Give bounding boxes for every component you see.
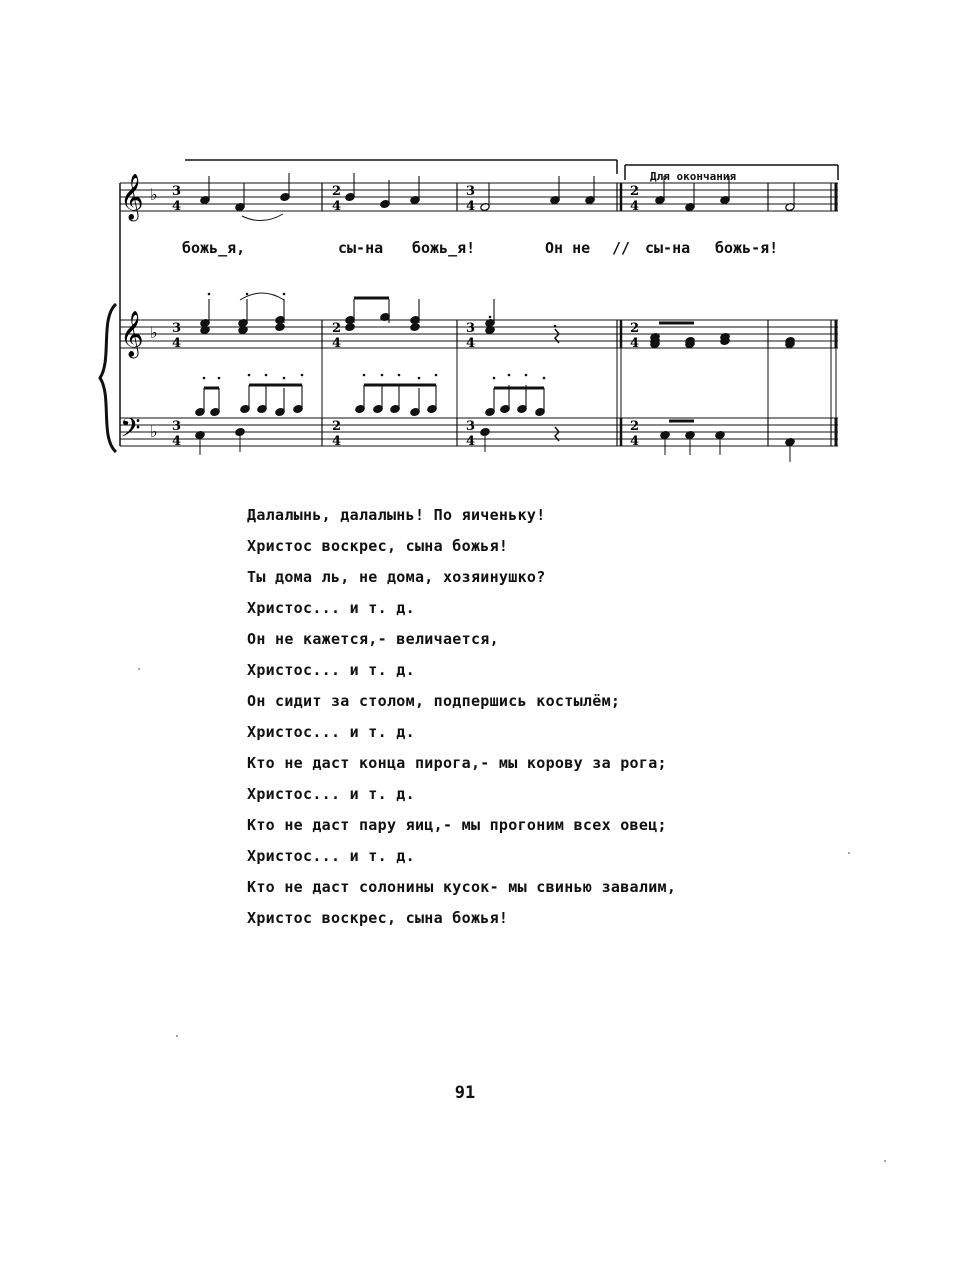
time-signature-bottom: 4 (172, 434, 182, 449)
lyric-syllable: сы-на (645, 239, 691, 257)
ending-bracket (185, 160, 838, 180)
time-signature-bottom: 4 (332, 336, 342, 351)
time-signature-bottom: 4 (630, 336, 640, 351)
time-signature-top: 2 (630, 419, 640, 434)
staccato-dot (265, 374, 268, 377)
ending-label: Для окончания (650, 170, 737, 183)
staccato-dot (248, 374, 251, 377)
note-head (410, 323, 420, 332)
staccato-dot (543, 377, 546, 380)
scan-speck (848, 852, 850, 854)
verse-line: Ты дома ль, не дома, хозяинушко? (247, 568, 546, 586)
lyric-syllable: // (612, 239, 631, 257)
time-signature-bottom: 4 (332, 434, 342, 449)
music-score (0, 0, 960, 480)
verse-list (247, 500, 676, 934)
time-signature-top: 2 (630, 321, 640, 336)
lyric-syllable: божь-я! (715, 239, 779, 257)
time-signature-bottom: 4 (466, 199, 476, 214)
time-signature-top: 3 (172, 184, 182, 199)
staccato-dot (246, 293, 249, 296)
staccato-dot (398, 374, 401, 377)
lyric-syllable: божь_я, (182, 239, 246, 257)
lyrics (182, 239, 778, 257)
staccato-dot (493, 377, 496, 380)
staccato-dot (418, 377, 421, 380)
time-signature-top: 3 (466, 419, 476, 434)
notes (195, 173, 795, 462)
time-signature-top: 2 (332, 321, 342, 336)
staccato-dot (218, 377, 221, 380)
time-signature-bottom: 4 (466, 434, 476, 449)
treble-clef-piano: 𝄞 (120, 311, 144, 357)
lyric-syllable: божь_я! (412, 239, 476, 257)
time-signature-top: 3 (172, 321, 182, 336)
verse-line: Христос воскрес, сына божья! (247, 909, 509, 927)
note-head (345, 323, 355, 332)
time-signature-bottom: 4 (630, 199, 640, 214)
staccato-dot (208, 293, 211, 296)
flat-icon: ♭ (150, 323, 158, 342)
staccato-dot (508, 374, 511, 377)
lyric-syllable: сы-на (338, 239, 384, 257)
staccato-dot (283, 293, 286, 296)
staccato-dot (203, 377, 206, 380)
staccato-dot (554, 325, 557, 328)
verse-line: Христос... и т. д. (247, 723, 415, 741)
time-signature-top: 2 (332, 184, 342, 199)
verse-line: Он сидит за столом, подпершись костылём; (247, 692, 621, 710)
staccato-dot (525, 374, 528, 377)
treble-clef-voice: 𝄞 (120, 174, 144, 220)
lyric-syllable: Он не (545, 239, 591, 257)
staccato-dot (489, 316, 492, 319)
time-signature-top: 3 (466, 184, 476, 199)
verse-line: Христос воскрес, сына божья! (247, 537, 509, 555)
scan-speck (884, 1160, 886, 1162)
verse-line: Христос... и т. д. (247, 785, 415, 803)
time-signature-bottom: 4 (172, 336, 182, 351)
verse-line: Христос... и т. д. (247, 661, 415, 679)
scan-speck (138, 668, 140, 670)
scan-speck (176, 1035, 178, 1037)
verse-line: Кто не даст пару яиц,- мы прогоним всех овец; (247, 816, 667, 834)
time-signature-top: 2 (630, 184, 640, 199)
staves (120, 183, 838, 449)
time-signature-bottom: 4 (172, 199, 182, 214)
bass-clef-piano: 𝄢 (120, 412, 141, 450)
flat-icon: ♭ (150, 185, 158, 204)
verse-line: Христос... и т. д. (247, 599, 415, 617)
note-head (275, 323, 285, 332)
time-signature-bottom: 4 (466, 336, 476, 351)
verse-line: Далалынь, далалынь! По яиченьку! (247, 506, 546, 524)
verse-line: Он не кажется,- величается, (247, 630, 499, 648)
slur (242, 214, 283, 221)
staccato-dot (283, 377, 286, 380)
verse-line: Кто не даст конца пирога,- мы корову за рога; (247, 754, 667, 772)
staccato-dot (363, 374, 366, 377)
brace (100, 304, 116, 452)
time-signature-bottom: 4 (630, 434, 640, 449)
time-signature-bottom: 4 (332, 199, 342, 214)
verse-line: Кто не даст солонины кусок- мы свинью завалим, (247, 878, 677, 896)
time-signature-top: 3 (172, 419, 182, 434)
staccato-dot (381, 374, 384, 377)
staccato-dot (435, 374, 438, 377)
time-signature-top: 3 (466, 321, 476, 336)
staccato-dot (301, 374, 304, 377)
verse-line: Христос... и т. д. (247, 847, 415, 865)
time-signature-top: 2 (332, 419, 342, 434)
page-number: 91 (454, 1083, 476, 1103)
flat-icon: ♭ (150, 422, 158, 441)
